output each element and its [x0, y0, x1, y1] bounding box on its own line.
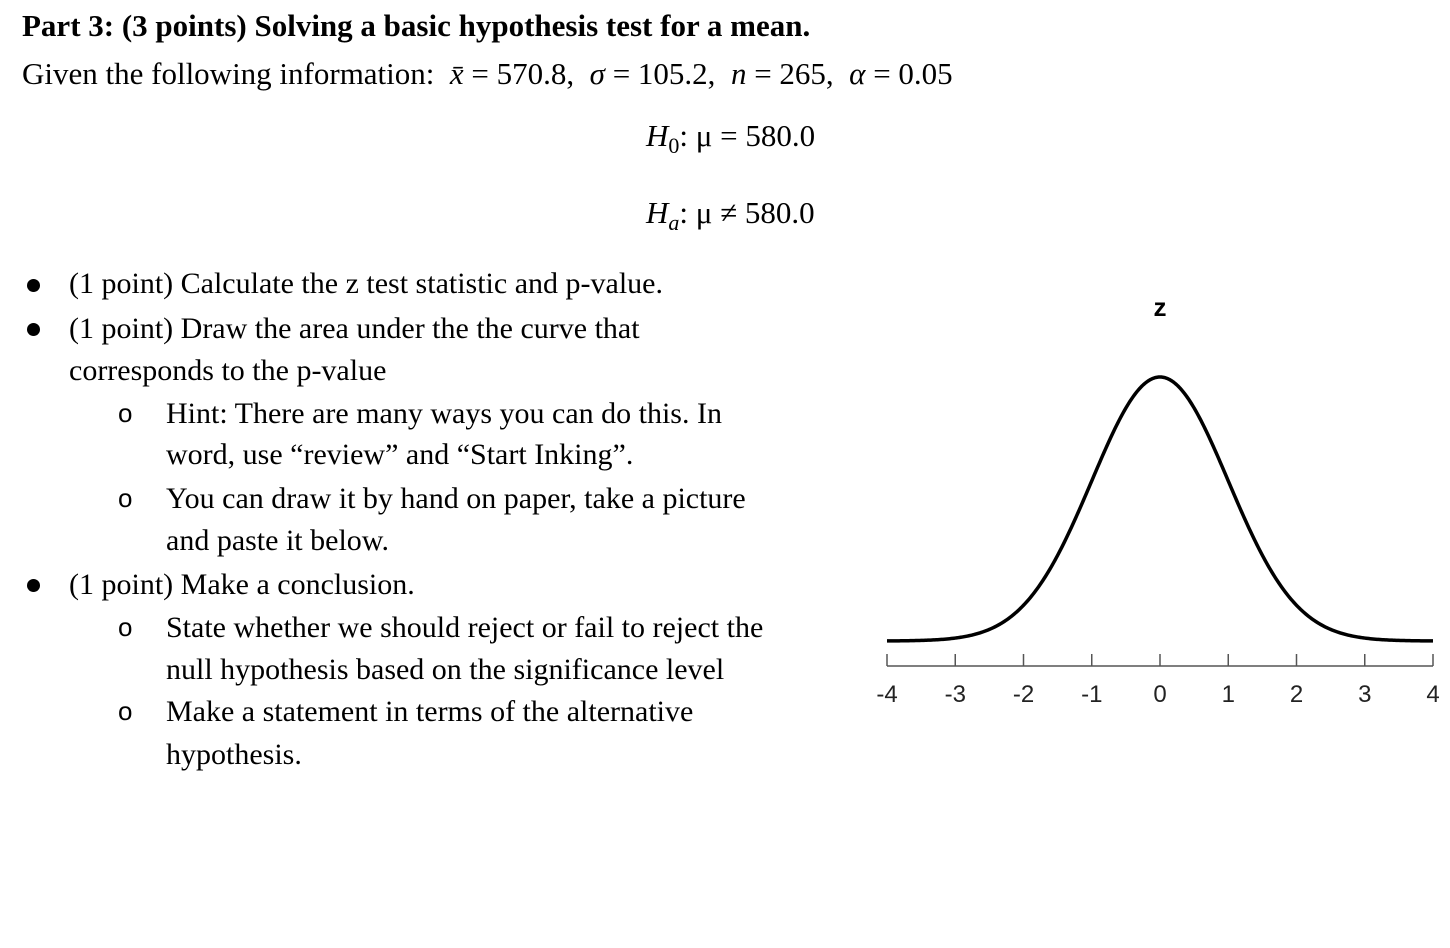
normal-density-curve: [887, 377, 1433, 641]
x-tick-label: 1: [1221, 681, 1235, 708]
xbar-value: = 570.8,: [471, 56, 575, 91]
ha-symbol: H: [646, 195, 669, 230]
sub-item-3-line-2: null hypothesis based on the significance level: [166, 653, 725, 686]
alpha-symbol: α: [849, 56, 866, 91]
ha-subscript: a: [668, 210, 680, 236]
sub-bullet-icon: o: [118, 612, 133, 642]
bullet-icon: [27, 279, 40, 292]
list-item-2-line-2: corresponds to the p-value: [69, 354, 387, 387]
given-prefix: Given the following information:: [22, 56, 435, 91]
sub-item-2-line-2: and paste it below.: [166, 524, 389, 557]
alpha-value: = 0.05: [873, 56, 953, 91]
sub-bullet-icon: o: [118, 696, 133, 726]
x-tick-label: 4: [1426, 681, 1440, 708]
sigma-value: = 105.2,: [612, 56, 716, 91]
sub-item-1-line-2: word, use “review” and “Start Inking”.: [166, 438, 634, 471]
x-tick-label: -2: [1012, 681, 1035, 708]
sub-item-2-line-1: You can draw it by hand on paper, take a picture: [166, 482, 746, 515]
sigma-symbol: σ: [589, 56, 605, 91]
sub-item-4-line-1: Make a statement in terms of the alternative: [166, 695, 694, 728]
sub-item-3-line-1: State whether we should reject or fail to reject the: [166, 611, 764, 644]
n-symbol: n: [730, 56, 747, 91]
x-tick-label: 3: [1358, 681, 1372, 708]
sub-item-1-line-1: Hint: There are many ways you can do this. In: [166, 397, 722, 430]
x-tick-label: 2: [1289, 681, 1304, 708]
bullet-icon: [27, 323, 40, 336]
list-item-2-line-1: (1 point) Draw the area under the the curve that: [69, 312, 640, 345]
x-tick-label: 0: [1153, 681, 1167, 708]
sub-bullet-icon: o: [118, 483, 133, 513]
bullet-icon: [27, 579, 40, 592]
given-information: [22, 56, 953, 92]
ha-text: : μ ≠ 580.0: [679, 195, 815, 230]
x-tick-label: -3: [944, 681, 966, 708]
xbar-symbol: x̄: [449, 56, 464, 91]
x-tick-label: -1: [1081, 681, 1103, 708]
h0-subscript: 0: [668, 133, 680, 159]
n-value: = 265,: [754, 56, 834, 91]
sub-bullet-icon: o: [118, 398, 133, 428]
null-hypothesis: [646, 118, 815, 159]
sub-item-4-line-2: hypothesis.: [166, 738, 302, 771]
list-item-3: (1 point) Make a conclusion.: [69, 568, 415, 601]
page-title: Part 3: (3 points) Solving a basic hypothesis test for a mean.: [22, 8, 811, 43]
h0-text: : μ = 580.0: [679, 118, 816, 153]
list-item-1: (1 point) Calculate the z test statistic and p-value.: [69, 267, 663, 300]
alternative-hypothesis: [646, 195, 815, 236]
normal-curve-chart: [870, 280, 1445, 730]
x-tick-label: -4: [876, 681, 898, 708]
chart-title: z: [1153, 292, 1167, 322]
x-axis-ticks: [876, 654, 1439, 708]
h0-symbol: H: [646, 118, 669, 153]
